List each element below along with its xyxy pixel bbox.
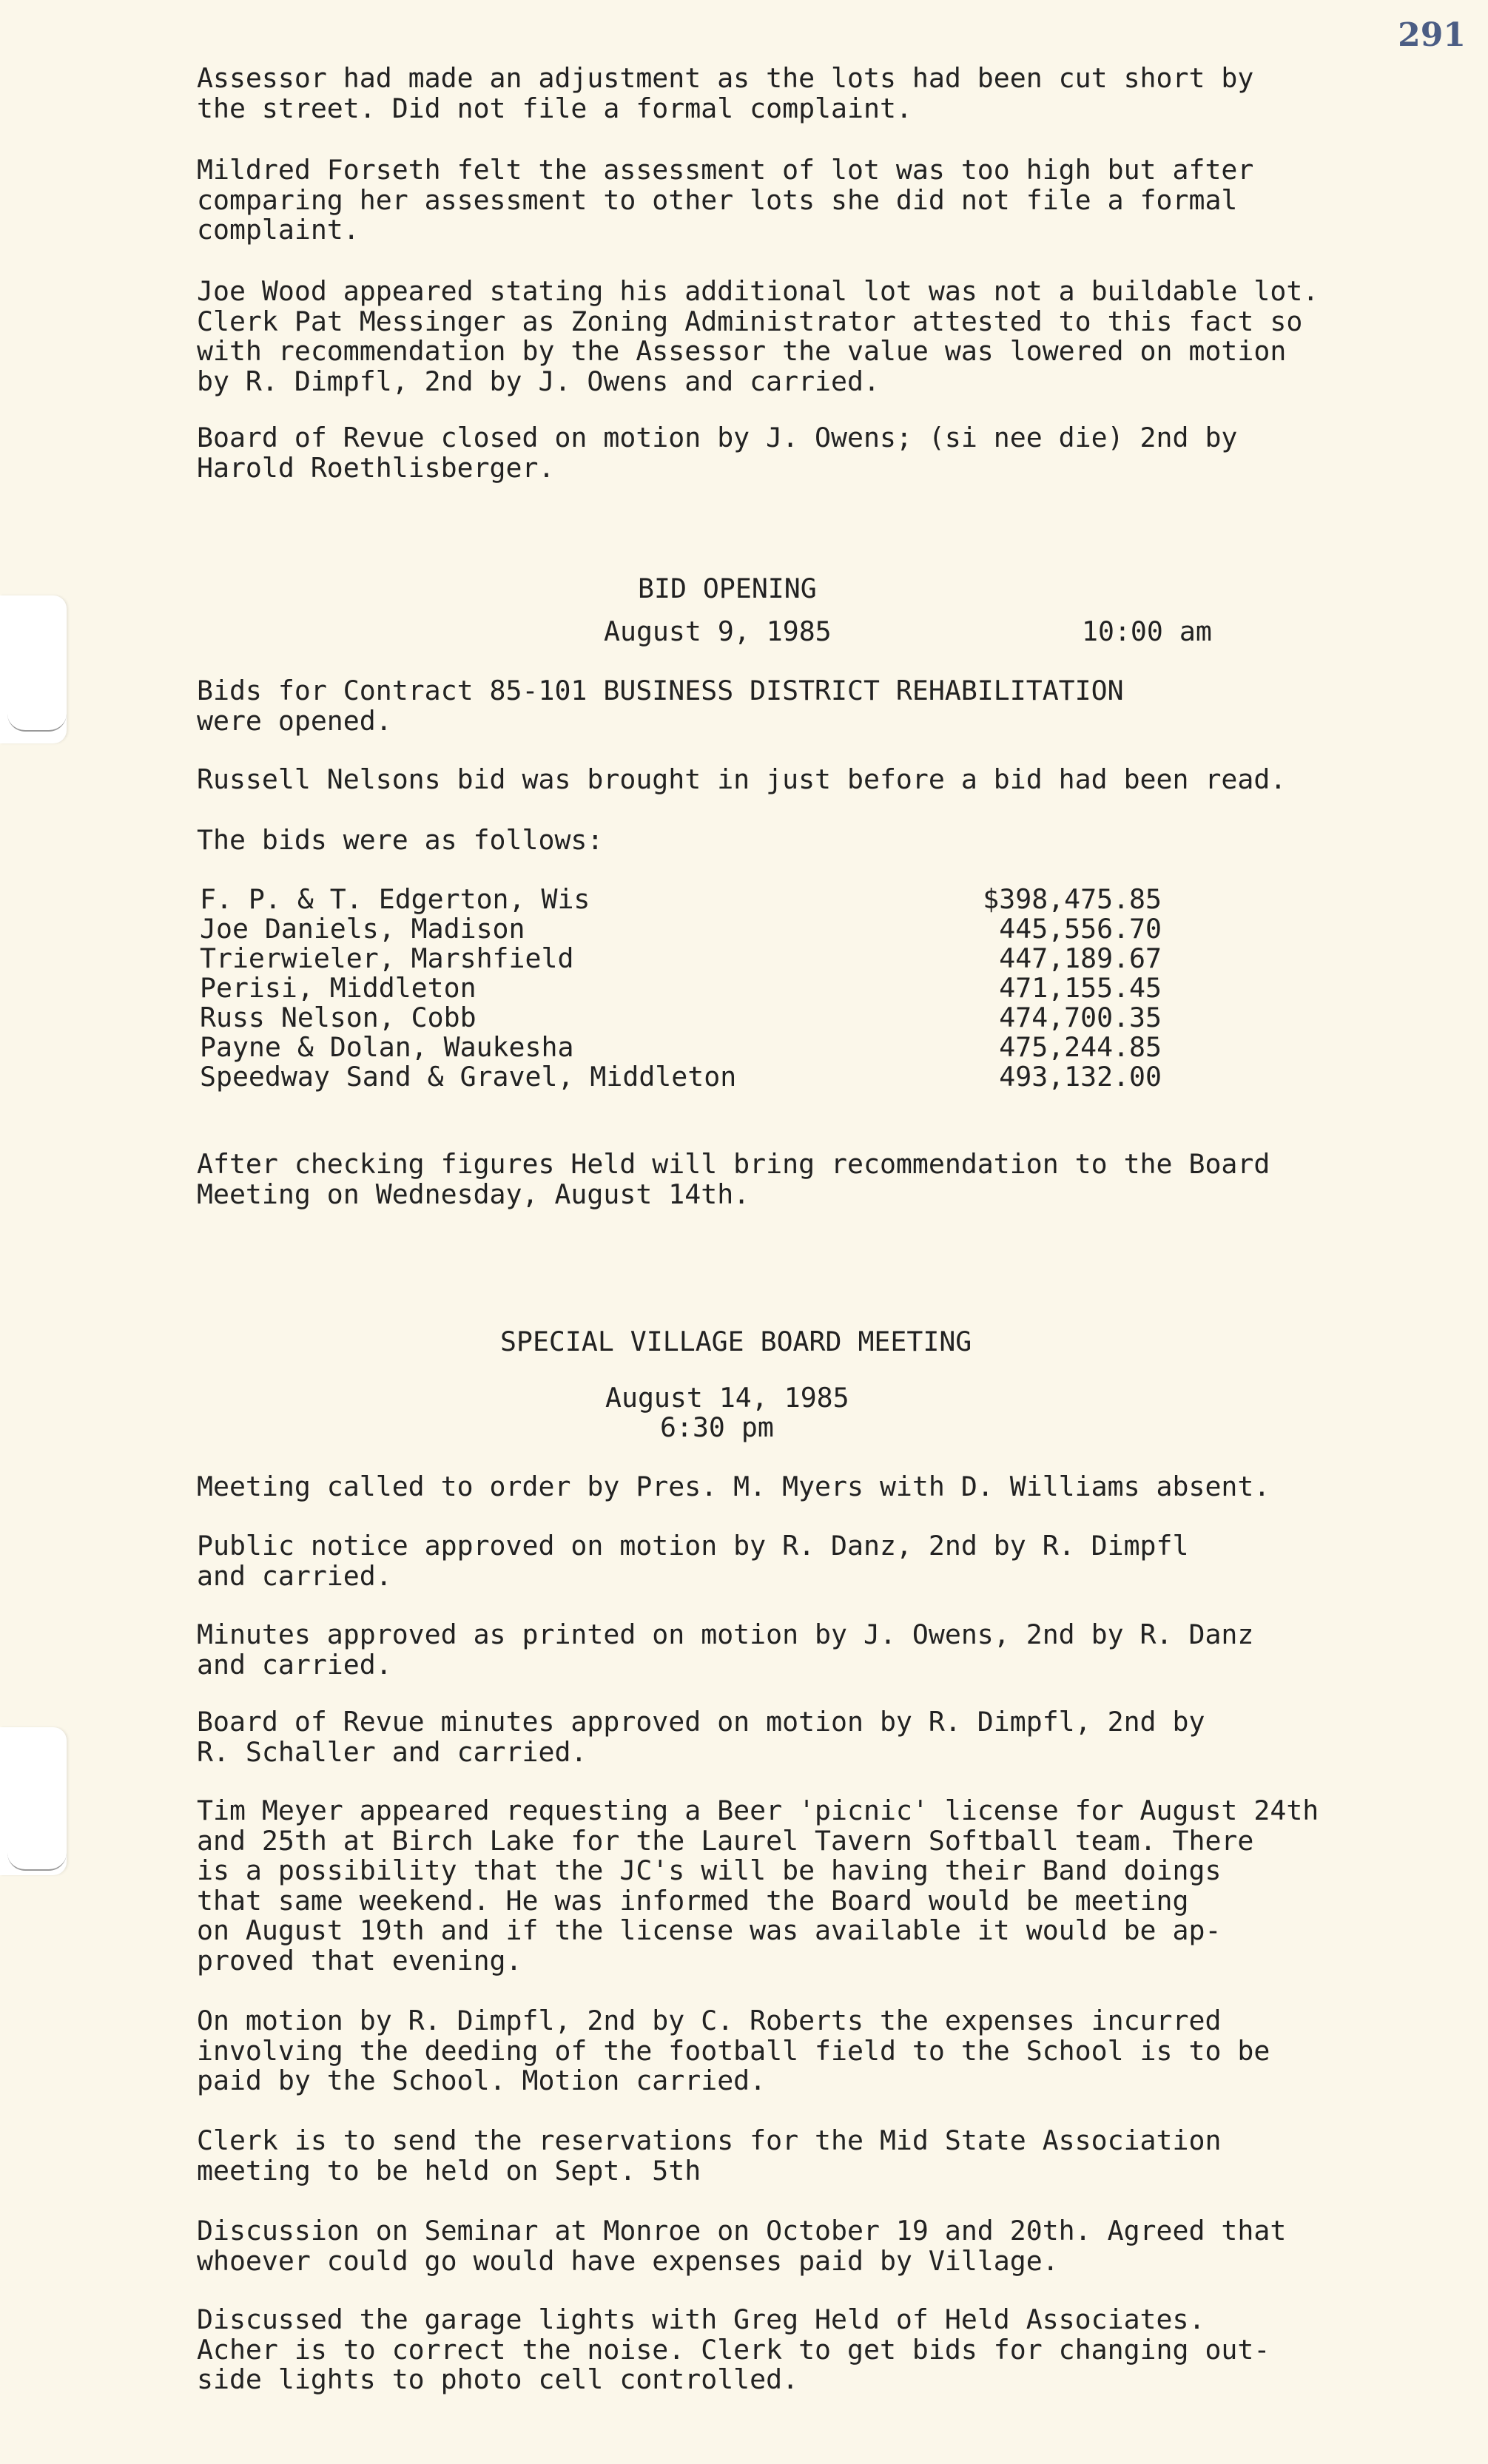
special-meeting-time: 6:30 pm xyxy=(660,1411,774,1443)
public-notice-approved: Public notice approved on motion by R. Danz, 2nd by R. Dimpfl and carried. xyxy=(197,1530,1189,1592)
meeting-called-to-order: Meeting called to order by Pres. M. Myers with D. Williams absent. xyxy=(197,1471,1270,1502)
bid-opening-date: August 9, 1985 xyxy=(604,615,832,647)
bid-opening-closing: After checking figures Held will bring recommendation to the Board Meeting on Wednesday, August 14th. xyxy=(197,1148,1270,1210)
bid-row xyxy=(200,1062,1162,1092)
bid-opening-note: Russell Nelsons bid was brought in just before a bid had been read. xyxy=(197,763,1287,795)
garage-lights: Discussed the garage lights with Greg Held of Held Associates. Acher is to correct the noise. Clerk to get bids for changing out- side lights to photo cell controlled. xyxy=(197,2303,1270,2395)
seminar-monroe: Discussion on Seminar at Monroe on October 19 and 20th. Agreed that whoever could go would have expenses paid by Village. xyxy=(197,2215,1287,2277)
bid-row xyxy=(200,914,1162,944)
football-field-expenses: On motion by R. Dimpfl, 2nd by C. Roberts the expenses incurred involving the deeding of the football field to the School is to be paid by the School. Motion carried. xyxy=(197,2005,1270,2096)
bid-opening-follows: The bids were as follows: xyxy=(197,824,604,856)
paragraph-forseth: Mildred Forseth felt the assessment of lot was too high but after comparing her assessment to other lots she did not file a formal complaint. xyxy=(197,154,1254,246)
bid-amount: 445,556.70 xyxy=(999,913,1162,945)
bid-name: Russ Nelson, Cobb xyxy=(200,1002,477,1033)
special-meeting-date: August 14, 1985 xyxy=(605,1382,849,1414)
bid-amount: 447,189.67 xyxy=(999,942,1162,974)
bid-row xyxy=(200,973,1162,1003)
bid-name: Payne & Dolan, Waukesha xyxy=(200,1031,574,1063)
bid-name: Perisi, Middleton xyxy=(200,972,477,1004)
bid-amount: 475,244.85 xyxy=(999,1031,1162,1063)
minutes-approved: Minutes approved as printed on motion by J. Owens, 2nd by R. Danz and carried. xyxy=(197,1619,1254,1681)
bid-name: Joe Daniels, Madison xyxy=(200,913,525,945)
special-meeting-title: SPECIAL VILLAGE BOARD MEETING xyxy=(500,1326,972,1357)
binder-hole-bottom-curl xyxy=(7,1853,67,1871)
bid-amount: 493,132.00 xyxy=(999,1061,1162,1093)
board-revue-minutes-approved: Board of Revue minutes approved on motion by R. Dimpfl, 2nd by R. Schaller and carried. xyxy=(197,1706,1205,1768)
bid-row xyxy=(200,944,1162,973)
bid-amount: 471,155.45 xyxy=(999,972,1162,1004)
bid-amount: 474,700.35 xyxy=(999,1002,1162,1033)
paragraph-assessor-adjustment: Assessor had made an adjustment as the lots had been cut short by the street. Did not file a formal complaint. xyxy=(197,62,1254,124)
bid-opening-intro: Bids for Contract 85-101 BUSINESS DISTRICT REHABILITATION were opened. xyxy=(197,675,1124,737)
page-number: 291 xyxy=(1398,16,1466,54)
bid-amount: $398,475.85 xyxy=(983,883,1162,915)
bid-opening-title: BID OPENING xyxy=(638,573,817,604)
bid-opening-time: 10:00 am xyxy=(1082,615,1212,647)
mid-state-reservations: Clerk is to send the reservations for the Mid State Association meeting to be held on Sept. 5th xyxy=(197,2124,1222,2187)
tim-meyer-license: Tim Meyer appeared requesting a Beer 'picnic' license for August 24th and 25th at Birch Lake for the Laurel Tavern Softball team. There is a possibility that the JC's will be having their Band doings that same weekend. He was informed the Board would be meeting on August 19th and if the license was available it would be ap- proved that evening. xyxy=(197,1795,1319,1977)
paragraph-joe-wood: Joe Wood appeared stating his additional lot was not a buildable lot. Clerk Pat Messinger as Zoning Administrator attested to this fact so with recommendation by the Assessor the value was lowered on motion by R. Dimpfl, 2nd by J. Owens and carried. xyxy=(197,275,1319,397)
bid-name: F. P. & T. Edgerton, Wis xyxy=(200,883,590,915)
binder-hole-top-curl xyxy=(7,714,67,732)
bid-row xyxy=(200,885,1162,914)
bid-name: Trierwieler, Marshfield xyxy=(200,942,574,974)
paragraph-board-closed: Board of Revue closed on motion by J. Owens; (si nee die) 2nd by Harold Roethlisberger. xyxy=(197,422,1238,484)
bid-row xyxy=(200,1003,1162,1033)
bid-name: Speedway Sand & Gravel, Middleton xyxy=(200,1061,737,1093)
bid-row xyxy=(200,1033,1162,1062)
